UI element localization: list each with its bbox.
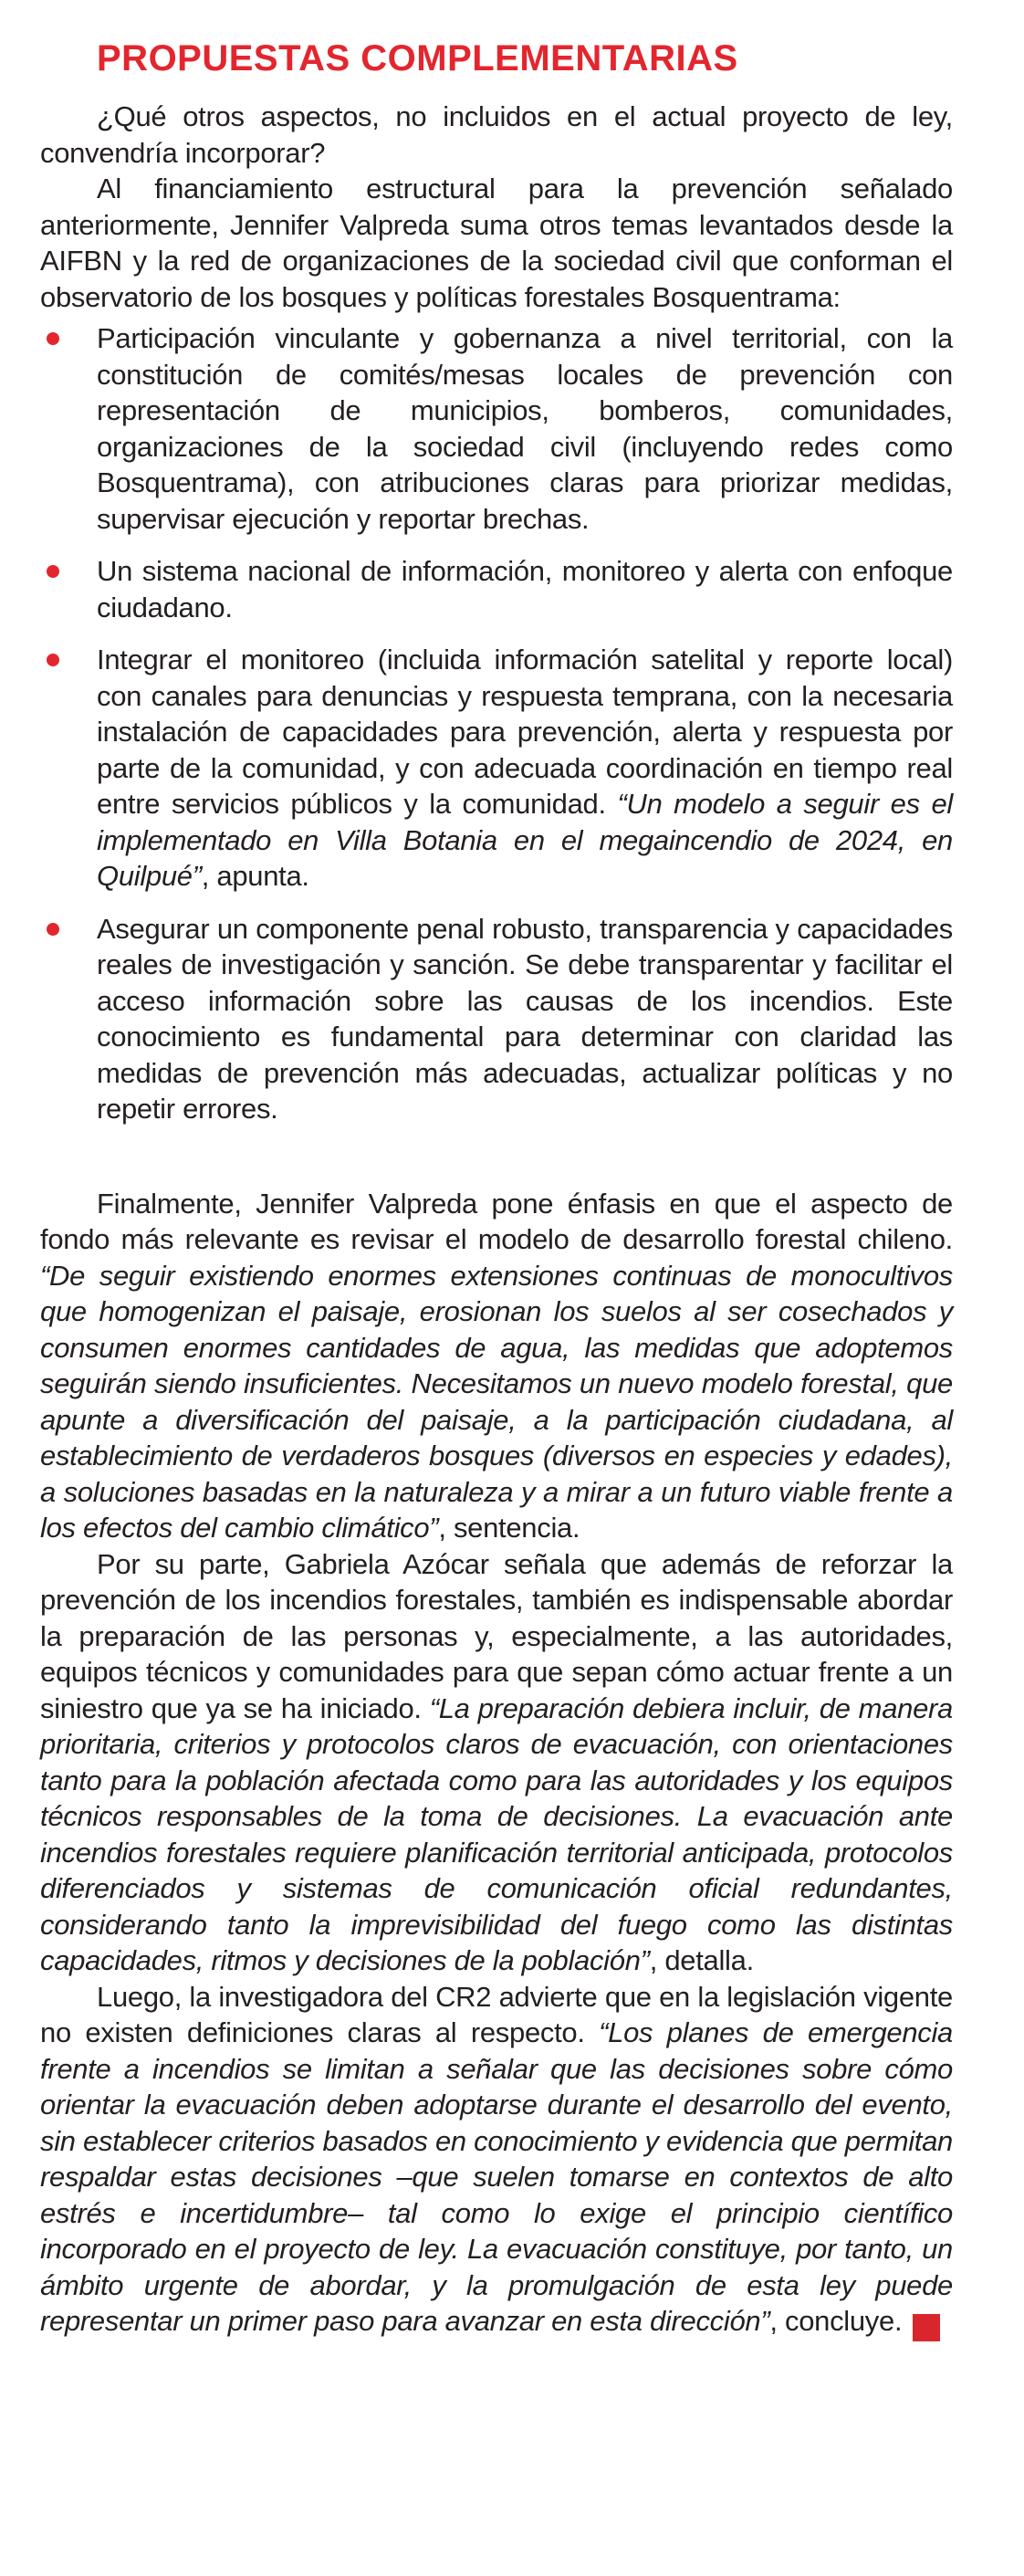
list-item (40, 320, 953, 537)
paragraph-text: Finalmente, Jennifer Valpreda pone énfasis en que el aspecto de fondo más relevante es revisar el modelo de desarrollo forestal chileno. (40, 1187, 953, 1255)
attribution-text: , detalla. (649, 1944, 754, 1976)
bullet-icon (47, 923, 59, 936)
attribution-text: , concluye. (769, 2305, 903, 2337)
section-heading: PROPUESTAS COMPLEMENTARIAS (97, 38, 738, 79)
attribution-text: , sentencia. (438, 1512, 580, 1544)
list-item (40, 642, 953, 895)
list-item (40, 553, 953, 625)
question-paragraph: ¿Qué otros aspectos, no incluidos en el actual proyecto de ley, convendría incorporar? (40, 100, 953, 169)
list-item-text: Participación vinculante y gobernanza a nivel territorial, con la constitución de comités/mesas locales de prevención con representación de municipios, bomberos, comunidades, organizaciones de la sociedad civil (incluyendo redes como Bosquentrama), con atribuciones claras para priorizar medidas, supervisar ejecución y reportar brechas. (97, 322, 953, 535)
intro-paragraph: Al financiamiento estructural para la prevención señalado anteriormente, Jennifer Valpreda suma otros temas levantados desde la AIFBN y la red de organizaciones de la sociedad civil que conforman el observatorio de los bosques y políticas forestales Bosquentrama: (40, 173, 953, 313)
bullet-icon (47, 565, 59, 578)
list-item-quote: “Un modelo a seguir es el implementado en Villa Botania en el megaincendio de 2024, en Quilpué” (97, 788, 954, 892)
cr2-paragraph (40, 1979, 994, 2342)
list-item-text: Asegurar un componente penal robusto, transparencia y capacidades reales de investigación y sanción. Se debe transparentar y facilitar el acceso información sobre las causas de los incendios. Este conocimiento es fundamental para determinar con claridad las medidas de prevención más adecuadas, actualizar políticas y no repetir errores. (97, 912, 953, 1125)
quote-text: “Los planes de emergencia frente a incendios se limitan a señalar que las decisiones sobre cómo orientar la evacuación deben adoptarse durante el desarrollo del evento, sin establecer criterios basados en conocimiento y evidencia que permitan respaldar estas decisiones –que suelen tomarse en contextos de alto estrés e incertidumbre– tal como lo exige el principio científico incorporado en el proyecto de ley. La evacuación constituye, por tanto, un ámbito urgente de abordar, y la promulgación de esta ley puede representar un primer paso para avanzar en esta dirección” (40, 2016, 953, 2337)
quote-text: “La preparación debiera incluir, de manera prioritaria, criterios y protocolos claros de evacuación, con orientaciones tanto para la población afectada como para las autoridades y los equipos técnicos responsables de la toma de decisiones. La evacuación ante incendios forestales requiere planificación territorial anticipada, protocolos diferenciados y sistemas de comunicación oficial redundantes, considerando tanto la imprevisibilidad del fuego como las distintas capacidades, ritmos y decisiones de la población” (40, 1691, 953, 1976)
list-item (40, 911, 953, 1127)
bullet-icon (47, 654, 59, 666)
paragraph-text: Por su parte, Gabriela Azócar señala que además de reforzar la prevención de los incendios forestales, también es indispensable abordar la preparación de las personas y, especialmente, a las autoridades, equipos técnicos y comunidades para que sepan cómo actuar frente a un siniestro que ya se ha iniciado. (40, 1547, 953, 1724)
end-mark-logo-icon: LA (913, 2314, 940, 2341)
bullet-icon (47, 332, 59, 345)
quote-text: “De seguir existiendo enormes extensiones continuas de monocultivos que homogenizan el paisaje, erosionan los suelos al ser cosechados y consumen enormes cantidades de agua, las medidas que adoptemos seguirán siendo insuficientes. Necesitamos un nuevo modelo forestal, que apunte a diversificación del paisaje, a la participación ciudadana, al establecimiento de verdaderos bosques (diversos en especies y edades), a soluciones basadas en la naturaleza y a mirar a un futuro viable frente a los efectos del cambio climático” (40, 1259, 953, 1544)
valpreda-paragraph (40, 1186, 953, 1546)
list-item-attribution: , apunta. (201, 860, 309, 892)
azocar-paragraph (40, 1546, 953, 1979)
list-item-text: Integrar el monitoreo (incluida información satelital y reporte local) con canales para denuncias y respuesta temprana, con la necesaria instalación de capacidades para prevención, alerta y respuesta por parte de la comunidad, y con adecuada coordinación en tiempo real entre servicios públicos y la comunidad. (97, 644, 953, 820)
paragraph-text: Luego, la investigadora del CR2 advierte que en la legislación vigente no existen definiciones claras al respecto. (40, 1980, 953, 2048)
list-item-text: Un sistema nacional de información, monitoreo y alerta con enfoque ciudadano. (97, 555, 953, 623)
proposal-list (40, 320, 953, 1127)
article-column (40, 37, 994, 2341)
